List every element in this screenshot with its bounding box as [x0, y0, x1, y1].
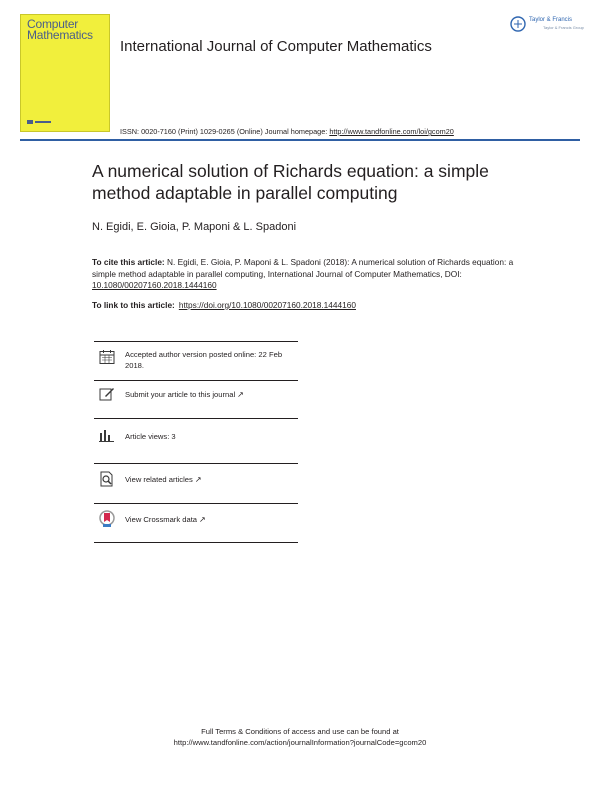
article-title: A numerical solution of Richards equation: a simple method adaptable in parallel computing	[92, 161, 489, 203]
info-divider	[94, 341, 298, 342]
citation-block: To cite this article: N. Egidi, E. Gioia, P. Maponi & L. Spadoni (2018): A numerical solution of Richards equation: a simple method adaptable in parallel computing, International Journal of Computer Mathematics, DOI: 10.1080/00207160.2018.1444160	[92, 257, 514, 291]
cover-title: Computer Mathematics	[27, 17, 93, 42]
search-document-icon	[99, 471, 115, 487]
issn-line: ISSN: 0020-7160 (Print) 1029-0265 (Online) Journal homepage: http://www.tandfonline.com/loi/gcom20	[120, 127, 454, 136]
journal-homepage-link[interactable]: http://www.tandfonline.com/loi/gcom20	[329, 127, 454, 136]
external-link-icon: ↗	[194, 475, 202, 484]
info-divider	[94, 542, 298, 543]
external-link-icon: ↗	[199, 515, 206, 524]
info-divider	[94, 503, 298, 504]
article-authors: N. Egidi, E. Gioia, P. Maponi & L. Spadoni	[92, 221, 297, 233]
calendar-icon	[99, 349, 115, 365]
bar-chart-icon	[99, 428, 115, 442]
journal-cover	[20, 14, 110, 132]
related-articles-row[interactable]: View related articles ↗	[94, 471, 298, 491]
crossmark-icon	[99, 510, 115, 528]
article-doi-url[interactable]: https://doi.org/10.1080/00207160.2018.1444160	[178, 300, 356, 310]
publisher-logo-icon	[510, 16, 526, 32]
info-divider	[94, 418, 298, 419]
info-divider	[94, 463, 298, 464]
publisher-mark-icon	[27, 119, 51, 125]
info-divider	[94, 380, 298, 381]
article-link-line: To link to this article: https://doi.org/10.1080/00207160.2018.1444160	[92, 300, 356, 310]
article-views-row: Article views: 3	[94, 428, 298, 448]
publisher-logo[interactable]: Taylor & Francis Taylor & Francis Group	[510, 14, 590, 40]
header-divider	[20, 139, 580, 141]
terms-link[interactable]: http://www.tandfonline.com/action/journalInformation?journalCode=gcom20	[173, 737, 427, 747]
submit-article-row[interactable]: Submit your article to this journal ↗	[94, 387, 298, 407]
edit-icon	[99, 387, 115, 401]
terms-footer: Full Terms & Conditions of access and use can be found at http://www.tandfonline.com/action/journalInformation?journalCode=gcom20	[0, 727, 600, 748]
external-link-icon: ↗	[237, 390, 244, 399]
accepted-date-row: Accepted author version posted online: 22 Feb 2018.	[94, 349, 298, 375]
doi-link[interactable]: 10.1080/00207160.2018.1444160	[92, 280, 217, 291]
journal-name[interactable]: International Journal of Computer Mathematics	[120, 38, 432, 55]
crossmark-row[interactable]: View Crossmark data ↗	[94, 510, 298, 532]
